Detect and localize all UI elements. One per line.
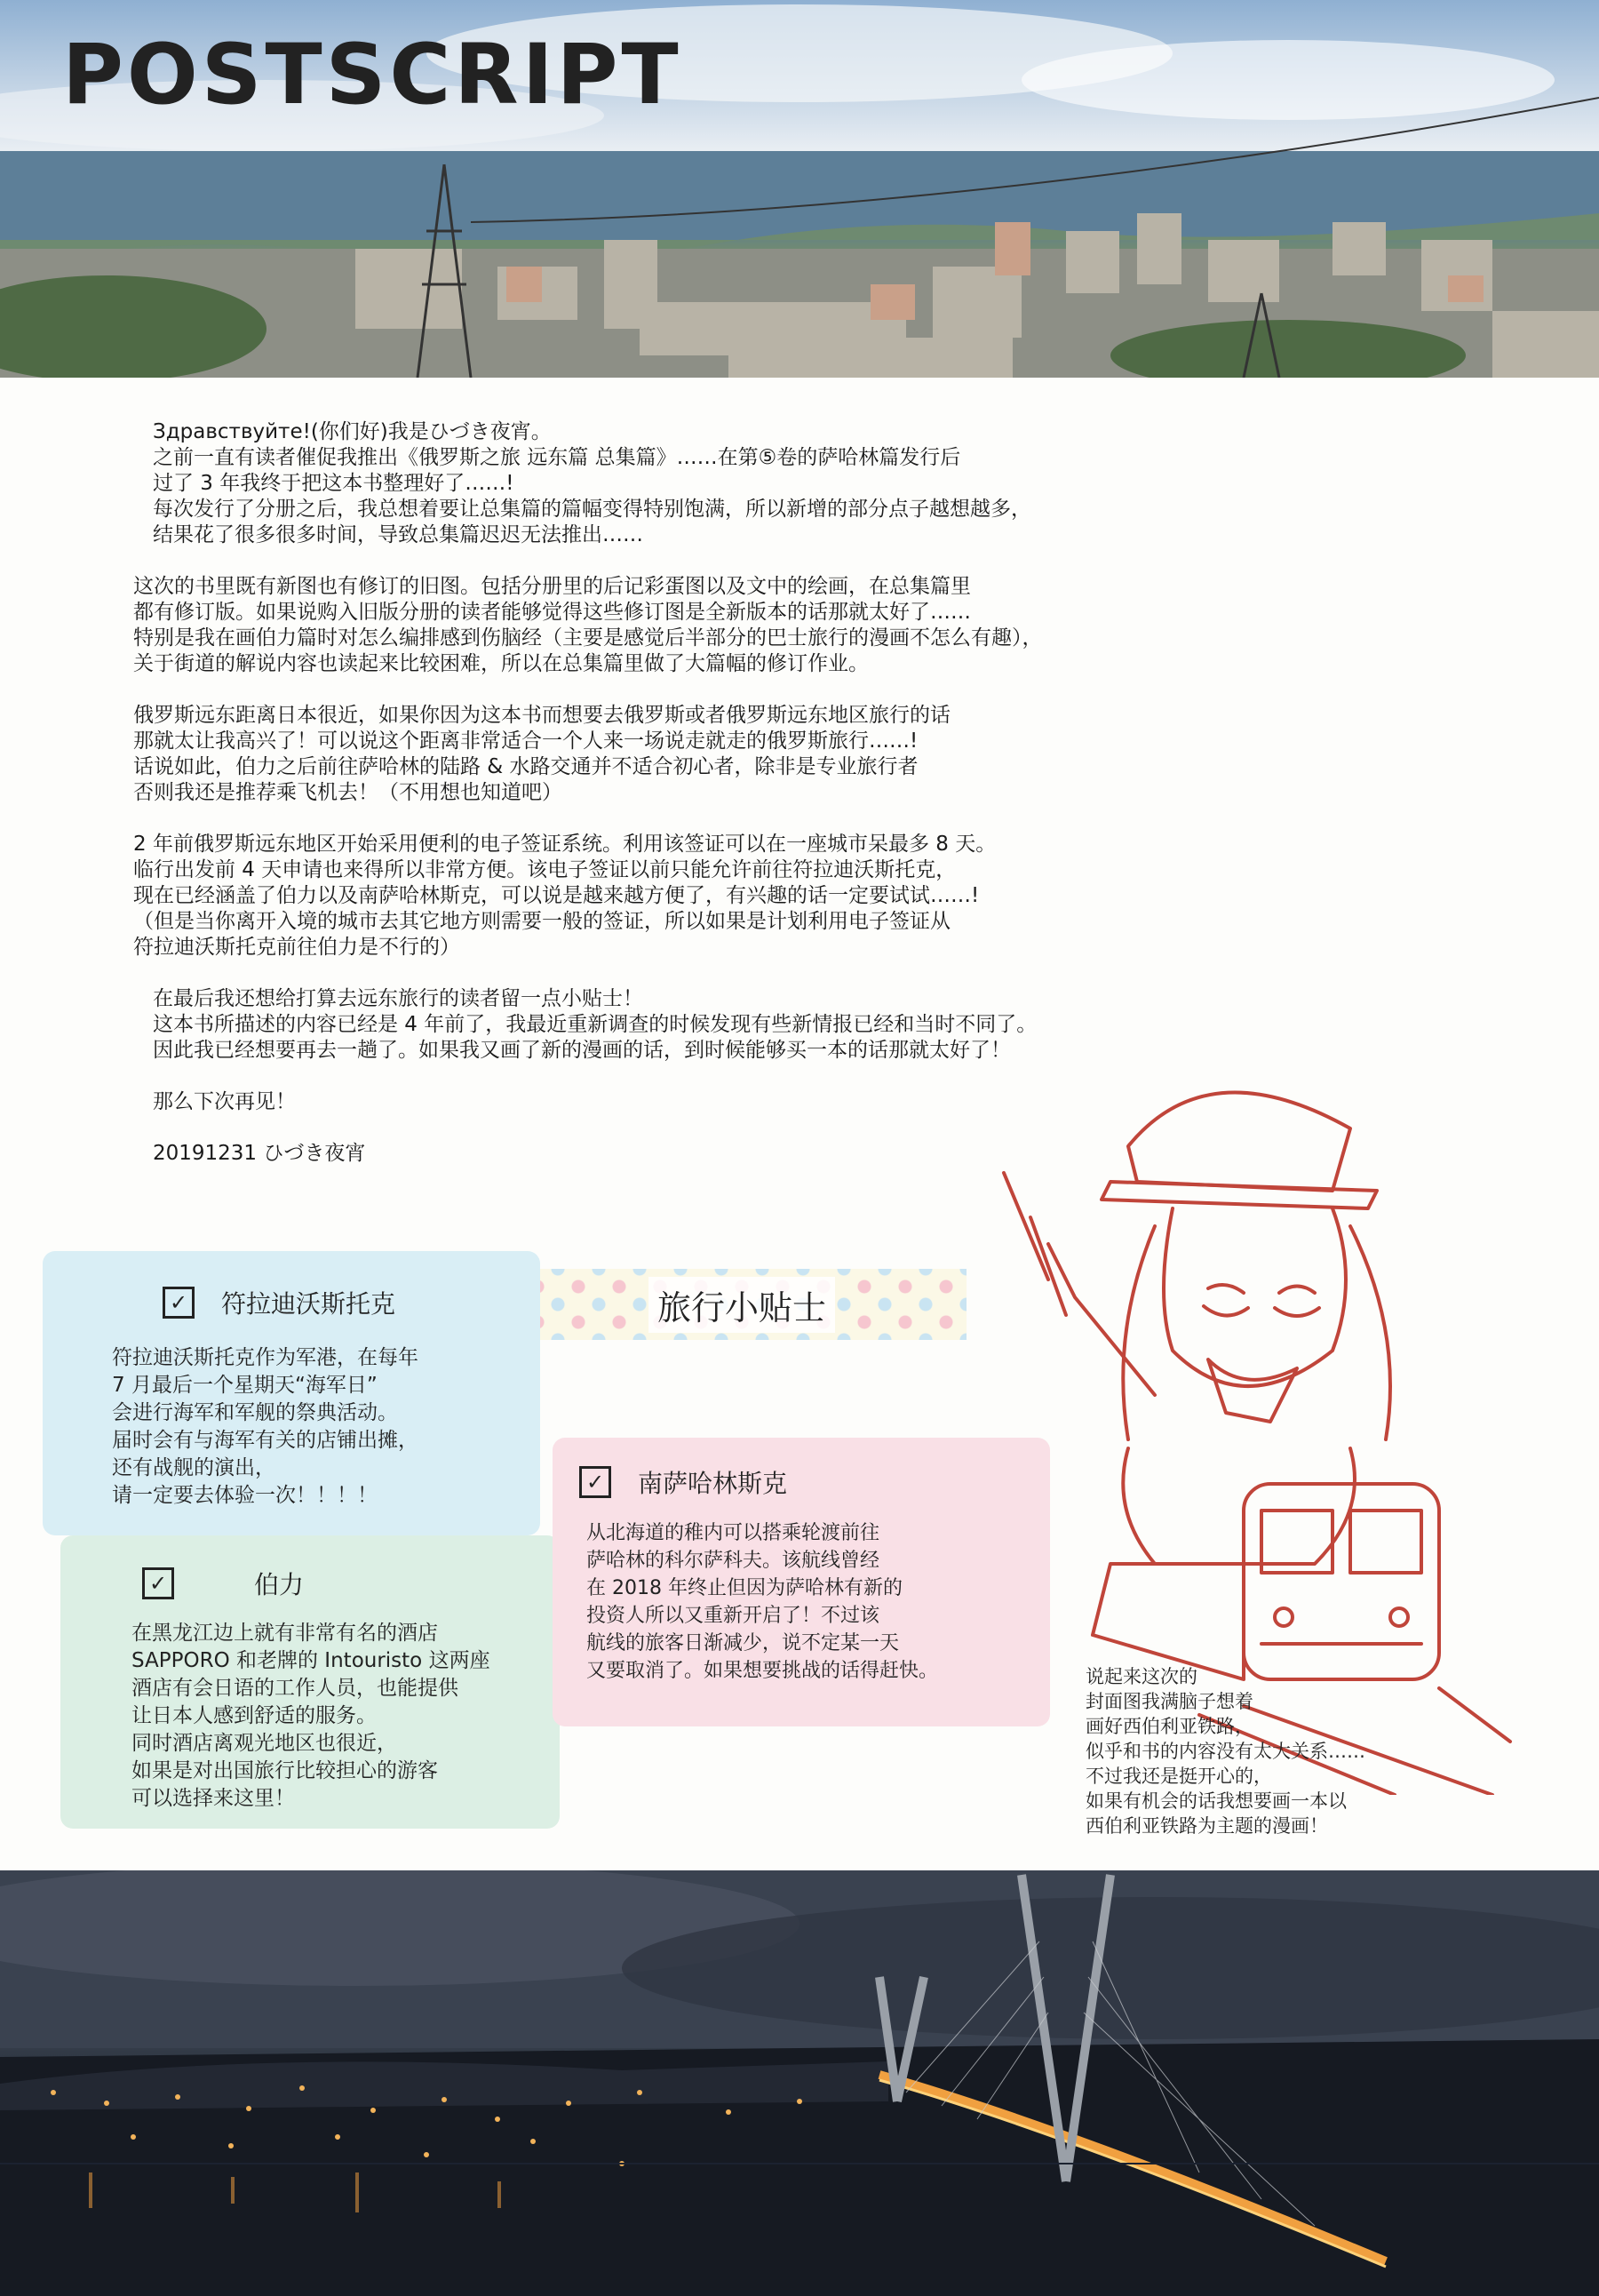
side-note-line: 似乎和书的内容没有太大关系…… [1086, 1741, 1365, 1762]
farewell-text: 那么下次再见！ [153, 1090, 296, 1113]
checkbox-icon: ✓ [142, 1567, 174, 1599]
text-line: 现在已经涵盖了伯力以及南萨哈林斯克，可以说是越来越方便了，有兴趣的话一定要试试……! [133, 884, 980, 907]
card-line: 可以选择来这里！ [131, 1787, 295, 1810]
text-line: 符拉迪沃斯托克前往伯力是不行的） [133, 936, 460, 959]
card-line: 符拉迪沃斯托克作为军港，在每年 [112, 1346, 418, 1369]
side-note-line: 画好西伯利亚铁路， [1086, 1716, 1253, 1737]
side-note-line: 如果有机会的话我想要画一本以 [1086, 1790, 1347, 1812]
travel-tips-banner [517, 1269, 967, 1340]
paragraph-3 [133, 703, 1235, 806]
text-line: 关于街道的解说内容也读起来比较困难，所以在总集篇里做了大篇幅的修订作业。 [133, 652, 869, 675]
card-title-row [163, 1285, 395, 1320]
card-line: 让日本人感到舒适的服务。 [131, 1704, 377, 1727]
paragraph-1 [133, 419, 1235, 548]
card-title-row [579, 1464, 787, 1500]
paragraph-5 [133, 986, 1235, 1064]
text-line: 因此我已经想要再去一趟了。如果我又画了新的漫画的话，到时候能够买一本的话那就太好了！ [153, 1039, 1011, 1062]
card-title: 南萨哈林斯克 [638, 1469, 788, 1498]
card-title: 符拉迪沃斯托克 [221, 1289, 396, 1319]
text-line: Здравствуйте!(你们好)我是ひづき夜宵。 [153, 420, 552, 443]
text-line: 那就太让我高兴了！可以说这个距离非常适合一个人来一场说走就走的俄罗斯旅行……! [133, 729, 919, 753]
side-note-line: 封面图我满脑子想着 [1086, 1691, 1253, 1712]
tip-card-yuzhno-sakhalinsk [553, 1438, 1050, 1726]
card-line: 航线的旅客日渐减少，说不定某一天 [586, 1632, 900, 1654]
card-line: 届时会有与海军有关的店铺出摊， [112, 1429, 418, 1452]
text-line: 在最后我还想给打算去远东旅行的读者留一点小贴士！ [153, 987, 643, 1010]
card-line: SAPPORO 和老牌的 Intouristo 这两座 [131, 1649, 490, 1672]
card-line: 还有战舰的演出， [112, 1456, 275, 1479]
card-line: 在黑龙江边上就有非常有名的酒店 [131, 1622, 438, 1645]
text-line: 这本书所描述的内容已经是 4 年前了，我最近重新调查的时候发现有些新情报已经和当时不同了。 [153, 1013, 1038, 1036]
text-line: 结果花了很多很多时间，导致总集篇迟迟无法推出…… [153, 523, 643, 546]
card-title: 伯力 [254, 1570, 305, 1599]
footer-photo-night-bridge [0, 1870, 1599, 2296]
signature-text: 20191231 ひづき夜宵 [153, 1142, 366, 1165]
text-line: 否则我还是推荐乘飞机去！（不用想也知道吧） [133, 781, 562, 804]
text-line: 俄罗斯远东距离日本很近，如果你因为这本书而想要去俄罗斯或者俄罗斯远东地区旅行的话 [133, 704, 951, 727]
side-note-line: 西伯利亚铁路为主题的漫画！ [1086, 1815, 1328, 1837]
paragraph-4 [133, 832, 1235, 961]
card-line: 酒店有会日语的工作人员，也能提供 [131, 1677, 458, 1700]
travel-tips-title: 旅行小贴士 [648, 1277, 835, 1333]
card-line: 7 月最后一个星期天“海军日” [112, 1374, 378, 1397]
text-line: （但是当你离开入境的城市去其它地方则需要一般的签证，所以如果是计划利用电子签证从 [133, 910, 951, 933]
card-line: 同时酒店离观光地区也很近， [131, 1732, 397, 1755]
card-line: 投资人所以又重新开启了！不过该 [586, 1605, 880, 1627]
card-body [112, 1344, 418, 1510]
text-line: 之前一直有读者催促我推出《俄罗斯之旅 远东篇 总集篇》……在第⑤卷的萨哈林篇发行后 [153, 446, 961, 469]
checkbox-icon: ✓ [163, 1287, 195, 1319]
text-line: 2 年前俄罗斯远东地区开始采用便利的电子签证系统。利用该签证可以在一座城市呆最多 8 天。 [133, 833, 997, 856]
text-line: 临行出发前 4 天申请也来得所以非常方便。该电子签证以前只能允许前往符拉迪沃斯托克， [133, 858, 957, 881]
text-line: 每次发行了分册之后，我总想着要让总集篇的篇幅变得特别饱满，所以新增的部分点子越想越多， [153, 498, 1031, 521]
card-line: 请一定要去体验一次！！！！ [112, 1484, 378, 1507]
card-line: 从北海道的稚内可以搭乘轮渡前往 [586, 1522, 880, 1544]
page-title: POSTSCRIPT [62, 27, 682, 124]
card-line: 会进行海军和军舰的祭典活动。 [112, 1401, 398, 1424]
side-note [1086, 1664, 1441, 1838]
card-line: 又要取消了。如果想要挑战的话得赶快。 [586, 1660, 939, 1682]
card-body [586, 1519, 938, 1685]
card-line: 如果是对出国旅行比较担心的游客 [131, 1759, 438, 1782]
text-line: 过了 3 年我终于把这本书整理好了……! [153, 472, 514, 495]
text-line: 都有修订版。如果说购入旧版分册的读者能够觉得这些修订图是全新版本的话那就太好了…… [133, 601, 971, 624]
card-title-row [142, 1566, 304, 1601]
text-line: 话说如此，伯力之后前往萨哈林的陆路 & 水路交通并不适合初心者，除非是专业旅行者 [133, 755, 919, 778]
card-line: 在 2018 年终止但因为萨哈林有新的 [586, 1577, 903, 1599]
paragraph-2 [133, 574, 1235, 677]
tip-card-vladivostok [43, 1251, 540, 1535]
checkbox-icon: ✓ [579, 1466, 611, 1498]
night-bridge-illustration [0, 1870, 1599, 2296]
text-line: 特别是我在画伯力篇时对怎么编排感到伤脑经（主要是感觉后半部分的巴士旅行的漫画不怎么有趣）， [133, 626, 1043, 650]
side-note-line: 不过我还是挺开心的， [1086, 1766, 1272, 1787]
tip-card-khabarovsk [60, 1535, 560, 1829]
card-body [131, 1620, 490, 1813]
text-line: 这次的书里既有新图也有修订的旧图。包括分册里的后记彩蛋图以及文中的绘画，在总集篇里 [133, 575, 971, 598]
card-line: 萨哈林的科尔萨科夫。该航线曾经 [586, 1550, 880, 1572]
side-note-line: 说起来这次的 [1086, 1666, 1197, 1687]
